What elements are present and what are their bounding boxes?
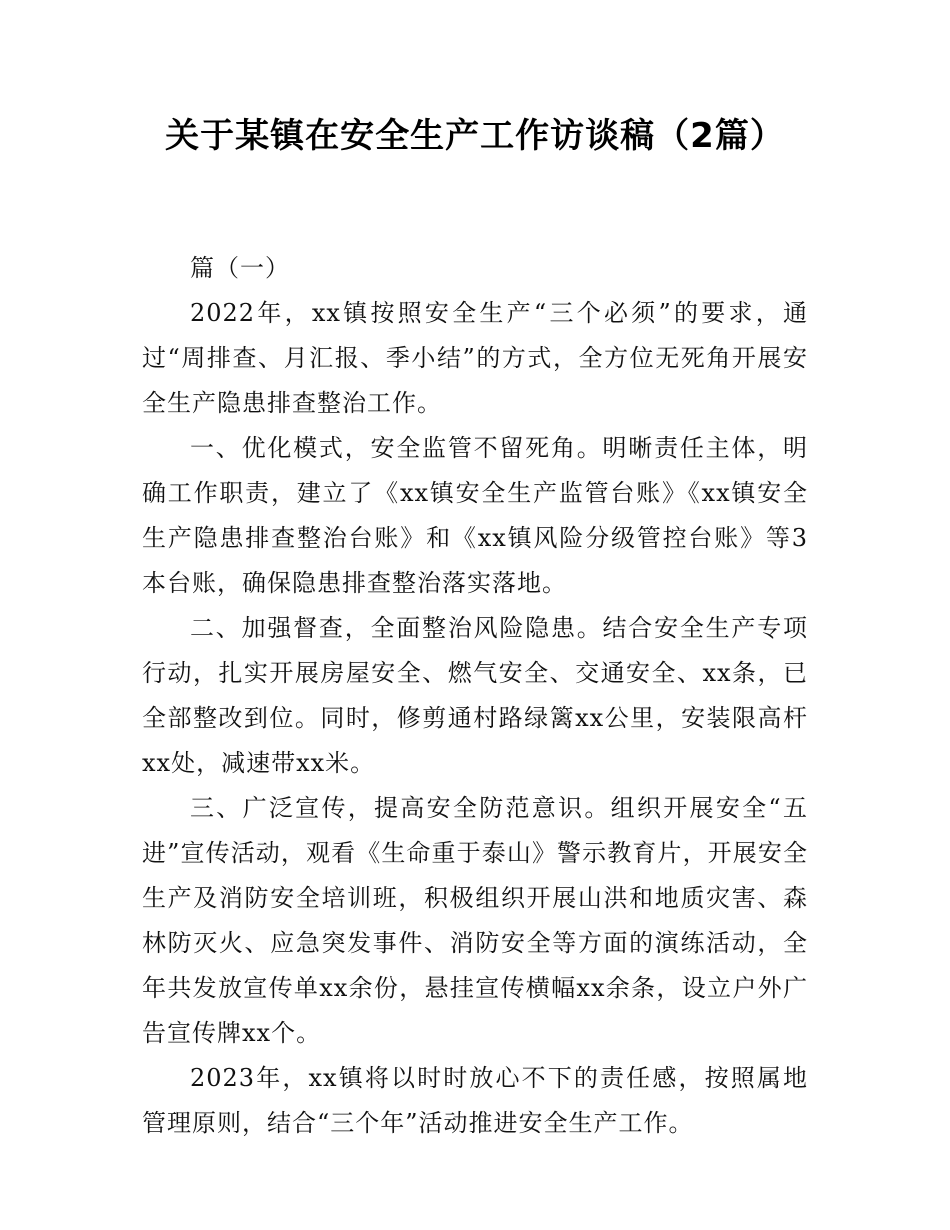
section-heading: 篇（一） [190, 254, 290, 282]
paragraph: 二、加强督查，全面整治风险隐患。结合安全生产专项行动，扎实开展房屋安全、燃气安全、交通安全、xx条，已全部整改到位。同时，修剪通村路绿篱xx公里，安装限高杆xx处，减速带xx米。 [142, 614, 808, 777]
paragraph: 一、优化模式，安全监管不留死角。明晰责任主体，明确工作职责，建立了《xx镇安全生产监管台账》《xx镇安全生产隐患排查整治台账》和《xx镇风险分级管控台账》等3本台账，确保隐患排查整治落实落地。 [142, 434, 808, 597]
document-title: 关于某镇在安全生产工作访谈稿（2篇） [165, 116, 785, 156]
paragraph: 三、广泛宣传，提高安全防范意识。组织开展安全“五进”宣传活动，观看《生命重于泰山》警示教育片，开展安全生产及消防安全培训班，积极组织开展山洪和地质灾害、森林防灭火、应急突发事件、消防安全等方面的演练活动，全年共发放宣传单xx余份，悬挂宣传横幅xx余条，设立户外广告宣传牌xx个。 [142, 794, 808, 1047]
document-body [142, 246, 808, 1146]
paragraph: 2023年，xx镇将以时时放心不下的责任感，按照属地管理原则，结合“三个年”活动推进安全生产工作。 [142, 1064, 808, 1137]
paragraph: 2022年，xx镇按照安全生产“三个必须”的要求，通过“周排查、月汇报、季小结”的方式，全方位无死角开展安全生产隐患排查整治工作。 [142, 299, 808, 417]
